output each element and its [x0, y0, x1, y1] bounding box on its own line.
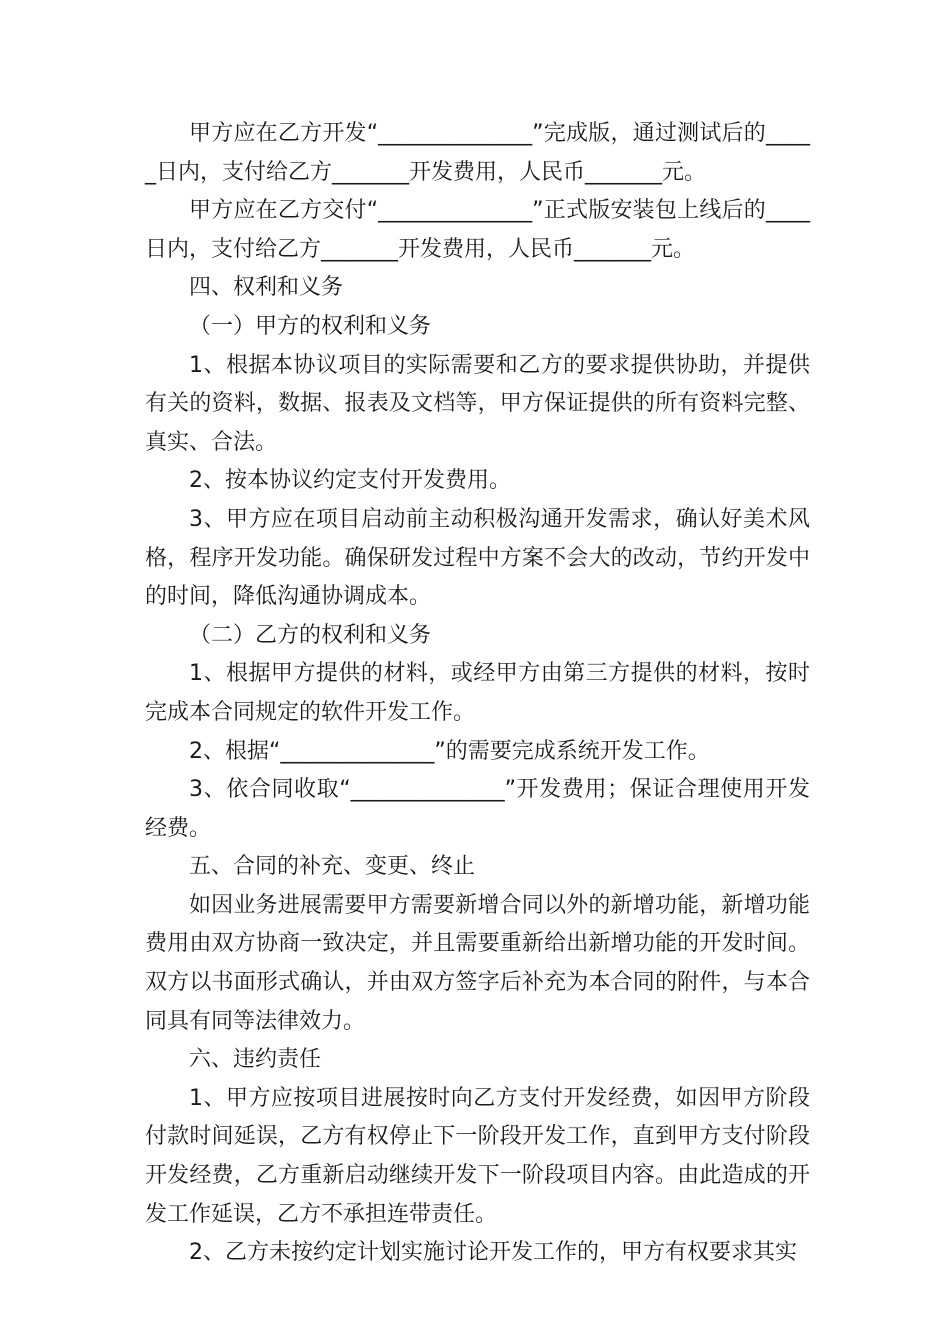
party-b-clause-3: 3、依合同收取“______________”开发费用；保证合理使用开发经费。: [145, 777, 810, 841]
subsection-heading-party-b: （二）乙方的权利和义务: [189, 622, 432, 648]
party-b-clause-2: 2、根据“______________”的需要完成系统开发工作。: [189, 738, 710, 764]
section-heading-amendment: 五、合同的补充、变更、终止: [189, 854, 476, 880]
document-body: [145, 115, 810, 1273]
amendment-clause: 如因业务进展需要甲方需要新增合同以外的新增功能，新增功能费用由双方协商一致决定，并且需要重新给出新增功能的开发时间。双方以书面形式确认，并由双方签字后补充为本合同的附件，与本合同具有同等法律效力。: [145, 892, 810, 1034]
party-b-clause-1: 1、根据甲方提供的材料，或经甲方由第三方提供的材料，按时完成本合同规定的软件开发工作。: [145, 661, 810, 725]
party-a-clause-1: 1、根据本协议项目的实际需要和乙方的要求提供协助，并提供有关的资料，数据、报表及文档等，甲方保证提供的所有资料完整、真实、合法。: [145, 352, 810, 455]
section-heading-rights: 四、权利和义务: [189, 275, 344, 301]
payment-clause-completion: 甲方应在乙方开发“______________”完成版，通过测试后的_____日内，支付给乙方_______开发费用，人民币_______元。: [145, 121, 810, 185]
party-a-clause-3: 3、甲方应在项目启动前主动积极沟通开发需求，确认好美术风格，程序开发功能。确保研发过程中方案不会大的改动，节约开发中的时间，降低沟通协调成本。: [145, 506, 810, 610]
liability-clause-1: 1、甲方应按项目进展按时向乙方支付开发经费，如因甲方阶段付款时间延误，乙方有权停止下一阶段开发工作，直到甲方支付阶段开发经费，乙方重新启动继续开发下一阶段项目内容。由此造成的开发工作延误，乙方不承担连带责任。: [145, 1085, 810, 1227]
liability-clause-2: 2、乙方未按约定计划实施讨论开发工作的，甲方有权要求其实: [189, 1240, 797, 1266]
subsection-heading-party-a: （一）甲方的权利和义务: [189, 313, 432, 339]
payment-clause-release: 甲方应在乙方交付“______________”正式版安装包上线后的____日内，支付给乙方_______开发费用，人民币_______元。: [145, 198, 810, 262]
party-a-clause-2: 2、按本协议约定支付开发费用。: [189, 468, 511, 494]
section-heading-liability: 六、违约责任: [189, 1047, 322, 1073]
